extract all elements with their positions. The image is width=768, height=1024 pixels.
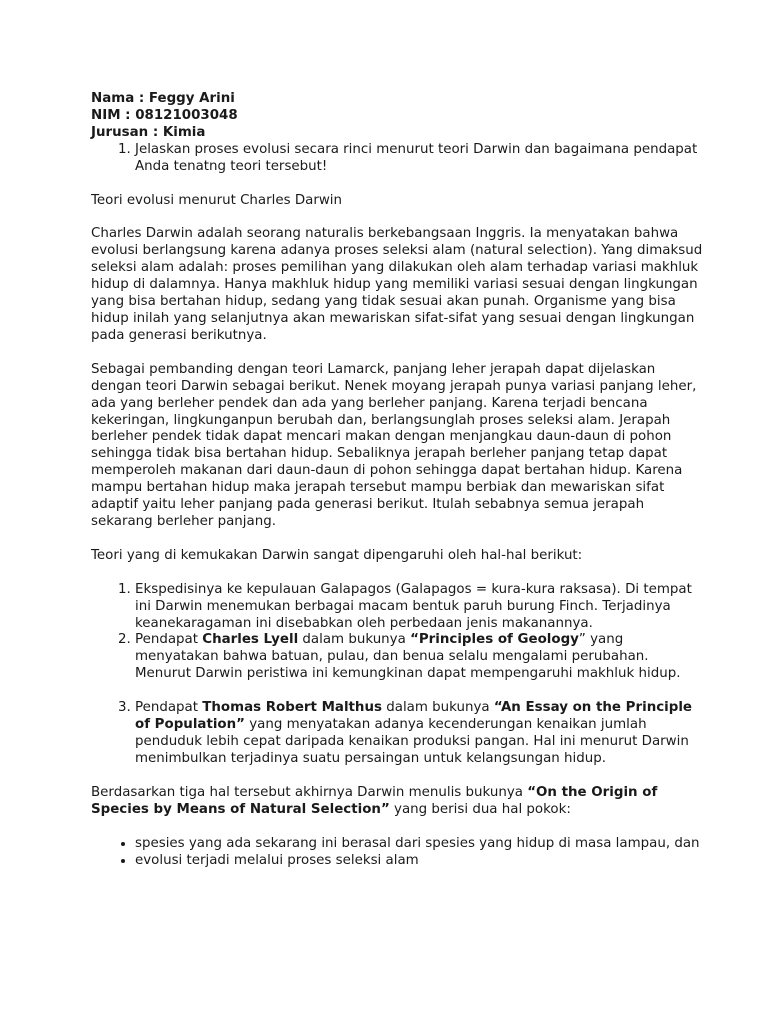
influence-item-1: 1. Ekspedisinya ke kepulauan Galapagos (Galapagos = kura-kura raksasa). Di tempat ini Darwin menemukan berbagai macam bentuk paruh burung Finch. Terjadinya keanekaragaman ini disebabkan oleh perbedaan jenis makanannya. [135, 582, 708, 633]
principles-of-geology: “Principles of Geology [410, 632, 579, 648]
bullet-list [91, 836, 708, 870]
influence-list [91, 582, 708, 768]
student-name: Nama : Feggy Arini [91, 91, 235, 106]
question-item: 1. Jelaskan proses evolusi secara rinci menurut teori Darwin dan bagaimana pendapat Anda tenatng teori tersebut! [135, 142, 708, 176]
student-nim: NIM : 08121003048 [91, 107, 238, 123]
paragraph-2: Sebagai pembanding dengan teori Lamarck, panjang leher jerapah dapat dijelaskan dengan teori Darwin sebagai berikut. Nenek moyang jerapah punya variasi panjang leher, ada yang berleher pendek dan ada yang berleher panjang. Karena terjadi bencana kekeringan, lingkunganpun berubah dan, berlangsunglah proses seleksi alam. Jerapah berleher pendek tidak dapat mencari makan dengan menjangkau daun-daun di pohon sehingga tidak bisa bertahan hidup. Sebaliknya jerapah berleher panjang tetap dapat memperoleh makanan dari daun-daun di pohon sehingga dapat bertahan hidup. Karena mampu bertahan hidup maka jerapah tersebut mampu berbiak dan mewariskan sifat adaptif yaitu leher panjang pada generasi berikut. Itulah sebabnya semua jerapah sekarang berleher panjang. [91, 361, 697, 529]
paragraph-1: Charles Darwin adalah seorang naturalis berkebangsaan Inggris. Ia menyatakan bahwa evolusi berlangsung karena adanya proses seleksi alam (natural selection). Yang dimaksud seleksi alam adalah: proses pemilihan yang dilakukan oleh alam terhadap variasi makhluk hidup di dalamnya. Hanya makhluk hidup yang memiliki variasi sesuai dengan lingkungan yang bisa bertahan hidup, sedang yang tidak sesuai akan punah. Organisme yang bisa hidup inilah yang selanjutnya akan mewariskan sifat-sifat yang sesuai dengan lingkungan pada generasi berikutnya. [91, 226, 703, 343]
essay-on-population: “An Essay on the Principle of Population” [135, 700, 693, 733]
bullet-item-1: • spesies yang ada sekarang ini berasal dari spesies yang hidup di masa lampau, dan [135, 836, 708, 853]
bullet-item-2: • evolusi terjadi melalui proses seleksi alam [135, 853, 708, 870]
question-list [91, 142, 708, 176]
charles-lyell: Charles Lyell [202, 632, 299, 648]
paragraph-3: Teori yang di kemukakan Darwin sangat dipengaruhi oleh hal-hal berikut: [91, 547, 583, 563]
origin-of-species: “On the Origin of Species by Means of Natural Selection” [91, 784, 658, 817]
influence-item-3: 3. Pendapat Thomas Robert Malthus dalam bukunya “An Essay on the Principle of Population” yang menyatakan adanya kecenderungan kenaikan jumlah penduduk lebih cepat daripada kenaikan produksi pangan. Hal ini menurut Darwin menimbulkan terjadinya suatu persaingan untuk kelangsungan hidup. [135, 700, 708, 768]
thomas-malthus: Thomas Robert Malthus [202, 700, 382, 716]
student-major: Jurusan : Kimia [91, 124, 206, 140]
section-title: Teori evolusi menurut Charles Darwin [91, 192, 343, 208]
influence-item-2: 2. Pendapat Charles Lyell dalam bukunya “Principles of Geology” yang menyatakan bahwa batuan, pulau, dan benua selalu mengalami perubahan. Menurut Darwin peristiwa ini kemungkinan dapat mempengaruhi makhluk hidup. [135, 632, 708, 683]
paragraph-4: Berdasarkan tiga hal tersebut akhirnya Darwin menulis bukunya “On the Origin of Species by Means of Natural Selection” yang berisi dua hal pokok: [91, 784, 658, 817]
